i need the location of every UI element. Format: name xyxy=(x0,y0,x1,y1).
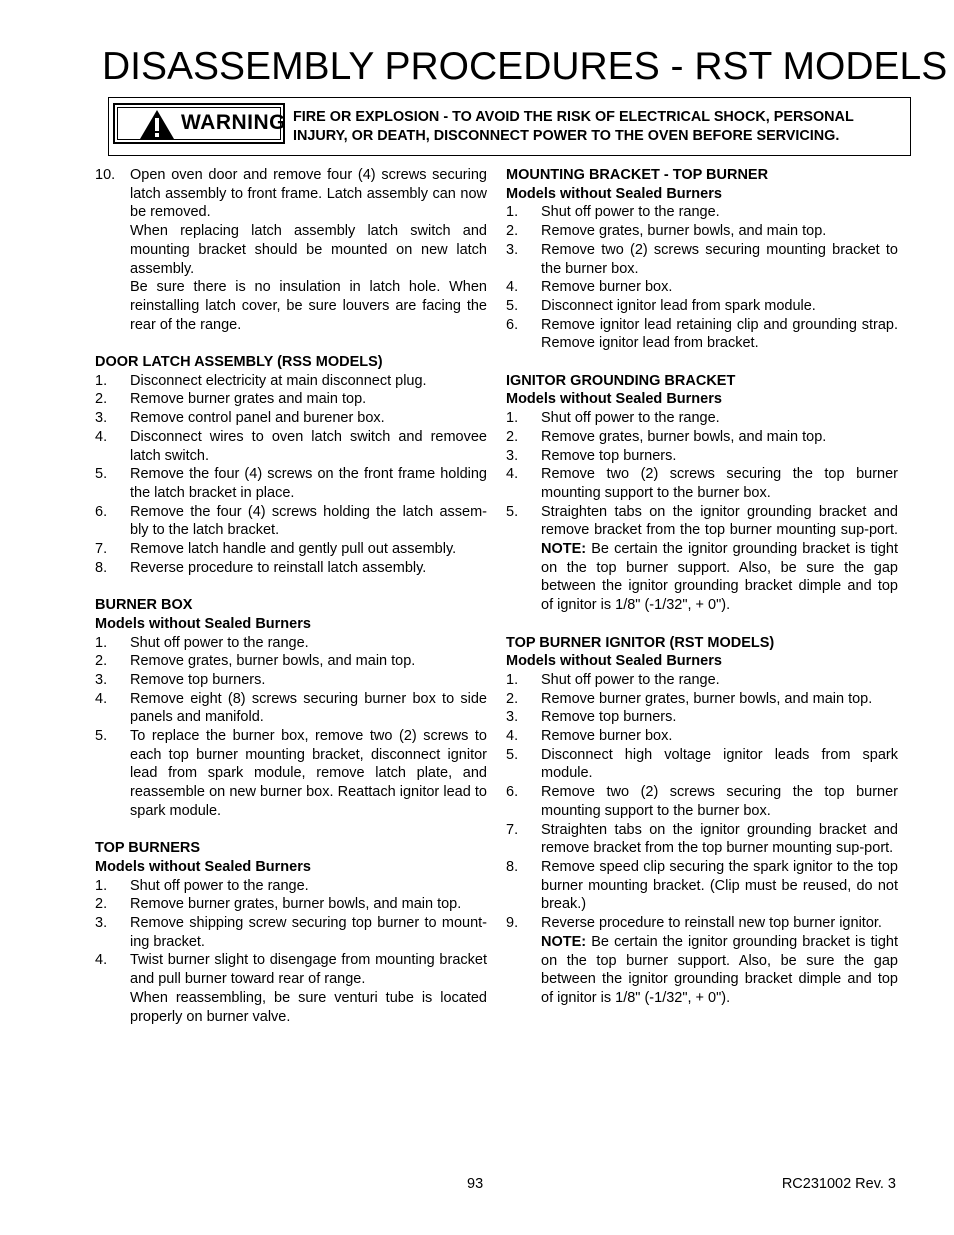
list-item: 1. Shut off power to the range. xyxy=(506,410,720,427)
list-item: 7. Straighten tabs on the ignitor grounding bracket and remove bracket from the top burner mounting sup-port. xyxy=(506,821,898,857)
section-subheading: Models without Sealed Burners xyxy=(506,391,722,408)
list-item: 3. Remove top burners. xyxy=(95,671,266,688)
list-item: 2. Remove burner grates, burner bowls, and main top. xyxy=(95,896,462,913)
section-heading: TOP BURNERS xyxy=(95,840,201,857)
section-heading: IGNITOR GROUNDING BRACKET xyxy=(506,372,736,389)
section-subheading: Models without Sealed Burners xyxy=(95,615,311,632)
item-continuation: When reassembling, be sure venturi tube is located properly on burner valve. xyxy=(130,989,487,1025)
list-item: 8. Reverse procedure to reinstall latch assembly. xyxy=(95,559,427,576)
section-heading: BURNER BOX xyxy=(95,597,193,614)
warning-box xyxy=(108,97,911,156)
list-item: 6. Remove the four (4) screws holding the latch assem-bly to the latch bracket. xyxy=(95,503,487,539)
list-item: 4. Remove two (2) screws securing the top burner mounting support to the burner box. xyxy=(506,466,898,501)
list-item: 6. Remove ignitor lead retaining clip and grounding strap. Remove ignitor lead from bracket. xyxy=(506,316,898,352)
right-column xyxy=(506,166,898,1008)
warning-triangle-icon xyxy=(139,109,175,140)
item-continuation: When replacing latch assembly latch switch and mounting bracket should be mounted on new latch assembly. xyxy=(130,223,487,277)
list-item: 3. Remove top burners. xyxy=(506,709,677,726)
section-heading: TOP BURNER IGNITOR (RST MODELS) xyxy=(506,634,775,651)
list-item: 6. Remove two (2) screws securing the top burner mounting support to the burner box. xyxy=(506,784,898,819)
note-label: NOTE: xyxy=(541,933,587,950)
list-item: 1. Shut off power to the range. xyxy=(95,634,309,651)
note-label: NOTE: xyxy=(541,541,587,558)
list-item: 5. Straighten tabs on the ignitor grounding bracket and remove bracket from the top burner mounting sup-port. NOTE: Be certain the ignitor grounding bracket is tight on the top burner support. Also, be sure the gap between the ignitor grounding bracket dimple and top of ignitor is 1/8" (-1/32", + 0"). xyxy=(506,503,898,614)
list-item: 1. Shut off power to the range. xyxy=(506,671,720,688)
page-number: 93 xyxy=(467,1176,484,1192)
list-item: 3. Remove top burners. xyxy=(506,447,677,464)
list-item: 1. Shut off power to the range. xyxy=(506,204,720,221)
section-heading: MOUNTING BRACKET - TOP BURNER xyxy=(506,167,769,183)
list-item: 2. Remove grates, burner bowls, and main top. xyxy=(506,223,827,240)
list-item: 3. Remove control panel and burener box. xyxy=(95,410,385,427)
section-subheading: Models without Sealed Burners xyxy=(95,858,311,875)
list-item: 4. Remove eight (8) screws securing burner box to side panels and manifold. xyxy=(95,690,487,726)
warning-label: WARNING xyxy=(181,111,286,134)
warning-text: FIRE OR EXPLOSION - TO AVOID THE RISK OF ELECTRICAL SHOCK, PERSONAL INJURY, OR DEATH, DISCONNECT POWER TO THE OVEN BEFORE SERVICING. xyxy=(293,109,854,144)
list-item: 4. Remove burner box. xyxy=(506,728,673,745)
list-item: 1. Disconnect electricity at main disconnect plug. xyxy=(95,372,427,389)
list-item: 2. Remove burner grates, burner bowls, and main top. xyxy=(506,690,873,707)
list-item: 9. Reverse procedure to reinstall new top burner ignitor. NOTE: Be certain the ignitor grounding bracket is tight on the top burner support. Also, be sure the gap between the ignitor grounding bracket dimple and top of ignitor is 1/8" (-1/32", + 0"). xyxy=(506,915,898,1006)
list-item: 4. Disconnect wires to oven latch switch and removee latch switch. xyxy=(95,428,487,464)
list-item: 5. To replace the burner box, remove two (2) screws to each top burner mounting bracket, disconnect ignitor lead from spark module, remove latch plate, and reassemble on new burner box. Reattach ignitor lead to spark module. xyxy=(95,728,487,819)
list-item: 2. Remove burner grates and main top. xyxy=(95,391,367,408)
section-heading: DOOR LATCH ASSEMBLY (RSS MODELS) xyxy=(95,354,383,371)
list-item: 8. Remove speed clip securing the spark ignitor to the top burner mounting bracket. (Clip must be reused, do not break.) xyxy=(506,858,898,913)
document-revision: RC231002 Rev. 3 xyxy=(781,1176,896,1192)
list-item: 2. Remove grates, burner bowls, and main top. xyxy=(506,428,827,445)
item-continuation: Be sure there is no insulation in latch hole. When reinstalling latch cover, be sure louvers are facing the rear of the range. xyxy=(130,279,487,333)
page-title: DISASSEMBLY PROCEDURES - RST MODELS xyxy=(102,45,948,88)
warning-badge xyxy=(113,103,285,144)
list-item: 3. Remove two (2) screws securing mounting bracket to the burner box. xyxy=(506,241,898,277)
left-column xyxy=(95,166,487,1026)
list-item: 4. Remove burner box. xyxy=(506,279,673,296)
list-item: 7. Remove latch handle and gently pull out assembly. xyxy=(95,541,457,558)
list-item: 2. Remove grates, burner bowls, and main top. xyxy=(95,653,416,670)
list-item: 1. Shut off power to the range. xyxy=(95,877,309,894)
list-item: 4. Twist burner slight to disengage from mounting bracket and pull burner toward rear of range. xyxy=(95,952,487,988)
section-subheading: Models without Sealed Burners xyxy=(506,185,722,202)
list-item: 5. Disconnect ignitor lead from spark module. xyxy=(506,297,816,314)
section-subheading: Models without Sealed Burners xyxy=(506,653,722,670)
list-item: 5. Remove the four (4) screws on the front frame holding the latch bracket in place. xyxy=(95,466,487,501)
list-item: 3. Remove shipping screw securing top burner to mount-ing bracket. xyxy=(95,915,487,950)
list-item: 5. Disconnect high voltage ignitor leads from spark module. xyxy=(506,746,898,782)
list-item: 10. Open oven door and remove four (4) screws securing latch assembly to front frame. Latch assembly can now be removed. xyxy=(95,167,487,221)
